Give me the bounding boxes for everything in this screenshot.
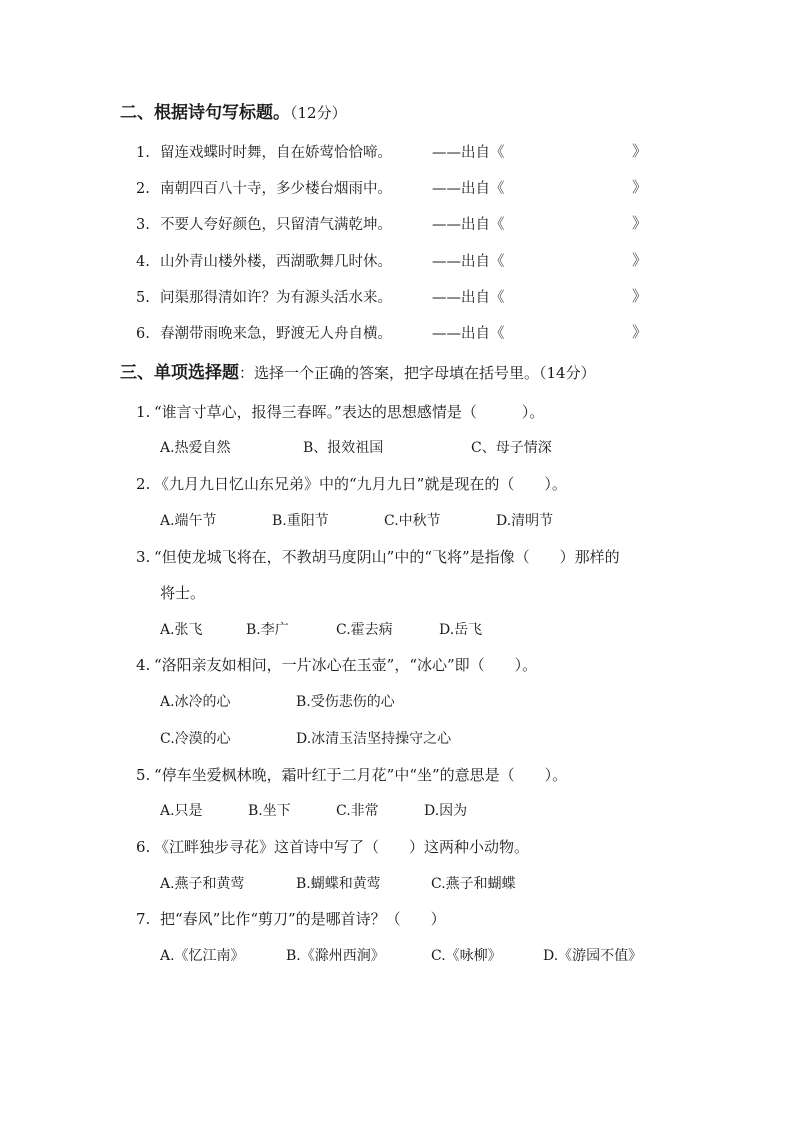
option-b: B.蝴蝶和黄莺 [296, 876, 381, 892]
source-label-5: ——出自《 [432, 290, 505, 306]
poem-item-5 [136, 286, 392, 307]
section-2-title: 二、根据诗句写标题。 [120, 103, 290, 123]
question-text: 把“春风”比作“剪刀”的是哪首诗？（ ） [160, 910, 446, 928]
section-3-score: （14分） [539, 364, 596, 382]
option-a: A.燕子和黄莺 [160, 876, 245, 892]
poem-line: 问渠那得清如许？为有源头活水来。 [160, 290, 392, 306]
option-c: C.《咏柳》 [431, 948, 502, 964]
question-1 [136, 401, 544, 422]
item-number: 3. [136, 217, 150, 233]
section-2-score: （12分） [290, 104, 347, 122]
question-number: 1. [136, 403, 151, 421]
option-c: C.冷漠的心 [160, 731, 231, 747]
source-label-6: ——出自《 [432, 326, 505, 342]
answer-close-bracket-4: 》 [632, 251, 648, 269]
question-number: 3. [136, 548, 151, 566]
item-number: 6. [136, 326, 150, 342]
question-text: 《江畔独步寻花》这首诗中写了（ ）这两种小动物。 [154, 838, 530, 856]
answer-close-bracket-1: 》 [632, 142, 648, 160]
answer-close-bracket-6: 》 [632, 323, 648, 341]
item-number: 2. [136, 181, 150, 197]
option-c: C、母子情深 [471, 440, 552, 456]
question-number: 6. [136, 838, 151, 856]
source-label-2: ——出自《 [432, 181, 505, 197]
option-a: A.只是 [160, 803, 203, 819]
poem-item-1 [136, 141, 392, 162]
option-d: D.《游园不值》 [543, 948, 643, 964]
question-number: 4. [136, 656, 151, 674]
poem-line: 留连戏蝶时时舞，自在娇莺恰恰啼。 [160, 145, 392, 161]
option-a: A.张飞 [160, 622, 203, 638]
poem-item-6 [136, 322, 392, 343]
poem-item-2 [136, 177, 392, 198]
option-a: A.《忆江南》 [160, 948, 245, 964]
answer-close-bracket-5: 》 [632, 287, 648, 305]
source-label-1: ——出自《 [432, 145, 505, 161]
question-text: 《九月九日忆山东兄弟》中的“九月九日”就是现在的（ ）。 [154, 475, 567, 493]
question-text: “但使龙城飞将在，不教胡马度阴山”中的“飞将”是指像（ ）那样的 [154, 548, 620, 566]
poem-item-4 [136, 250, 392, 271]
poem-item-3 [136, 213, 392, 234]
answer-close-bracket-2: 》 [632, 178, 648, 196]
option-b: B.受伤悲伤的心 [296, 694, 395, 710]
option-b: B、报效祖国 [303, 440, 384, 456]
item-number: 1. [136, 145, 150, 161]
option-a: A.端午节 [160, 513, 217, 529]
option-c: C.中秋节 [384, 513, 441, 529]
option-c: C.燕子和蝴蝶 [431, 876, 516, 892]
option-c: C.非常 [336, 803, 379, 819]
question-5 [136, 764, 567, 785]
question-text: “谁言寸草心，报得三春晖。”表达的思想感情是（ ）。 [154, 403, 545, 421]
question-4 [136, 654, 537, 675]
section-3-heading [120, 358, 596, 383]
option-b: B.重阳节 [272, 513, 329, 529]
poem-line: 山外青山楼外楼，西湖歌舞几时休。 [160, 254, 392, 270]
option-d: D.冰清玉洁坚持操守之心 [296, 731, 452, 747]
option-b: B.坐下 [248, 803, 291, 819]
question-text: “洛阳亲友如相问，一片冰心在玉壶”，“冰心”即（ ）。 [154, 656, 538, 674]
section-3-description: ：选择一个正确的答案，把字母填在括号里。 [239, 364, 540, 382]
option-b: B.《滁州西涧》 [286, 948, 385, 964]
option-d: D.岳飞 [439, 622, 483, 638]
poem-line: 不要人夸好颜色，只留清气满乾坤。 [160, 217, 392, 233]
poem-line: 春潮带雨晚来急，野渡无人舟自横。 [160, 326, 392, 342]
question-6 [136, 836, 529, 857]
item-number: 5. [136, 290, 150, 306]
answer-close-bracket-3: 》 [632, 214, 648, 232]
option-b: B.李广 [246, 622, 289, 638]
question-number: 7. [136, 910, 151, 928]
question-7 [136, 908, 446, 929]
question-number: 5. [136, 766, 151, 784]
source-label-4: ——出自《 [432, 254, 505, 270]
option-c: C.霍去病 [336, 622, 393, 638]
option-d: D.清明节 [496, 513, 554, 529]
item-number: 4. [136, 254, 150, 270]
question-2 [136, 473, 567, 494]
section-3-title: 三、单项选择题 [120, 363, 239, 383]
question-text: “停车坐爱枫林晚，霜叶红于二月花”中“坐”的意思是（ ）。 [154, 766, 568, 784]
poem-line: 南朝四百八十寺，多少楼台烟雨中。 [160, 181, 392, 197]
source-label-3: ——出自《 [432, 217, 505, 233]
question-3 [136, 546, 620, 567]
option-a: A.冰冷的心 [160, 694, 231, 710]
option-d: D.因为 [424, 803, 468, 819]
question-3-continuation: 将士。 [160, 584, 206, 602]
question-number: 2. [136, 475, 151, 493]
option-a: A.热爱自然 [160, 440, 231, 456]
section-2-heading [120, 98, 347, 123]
